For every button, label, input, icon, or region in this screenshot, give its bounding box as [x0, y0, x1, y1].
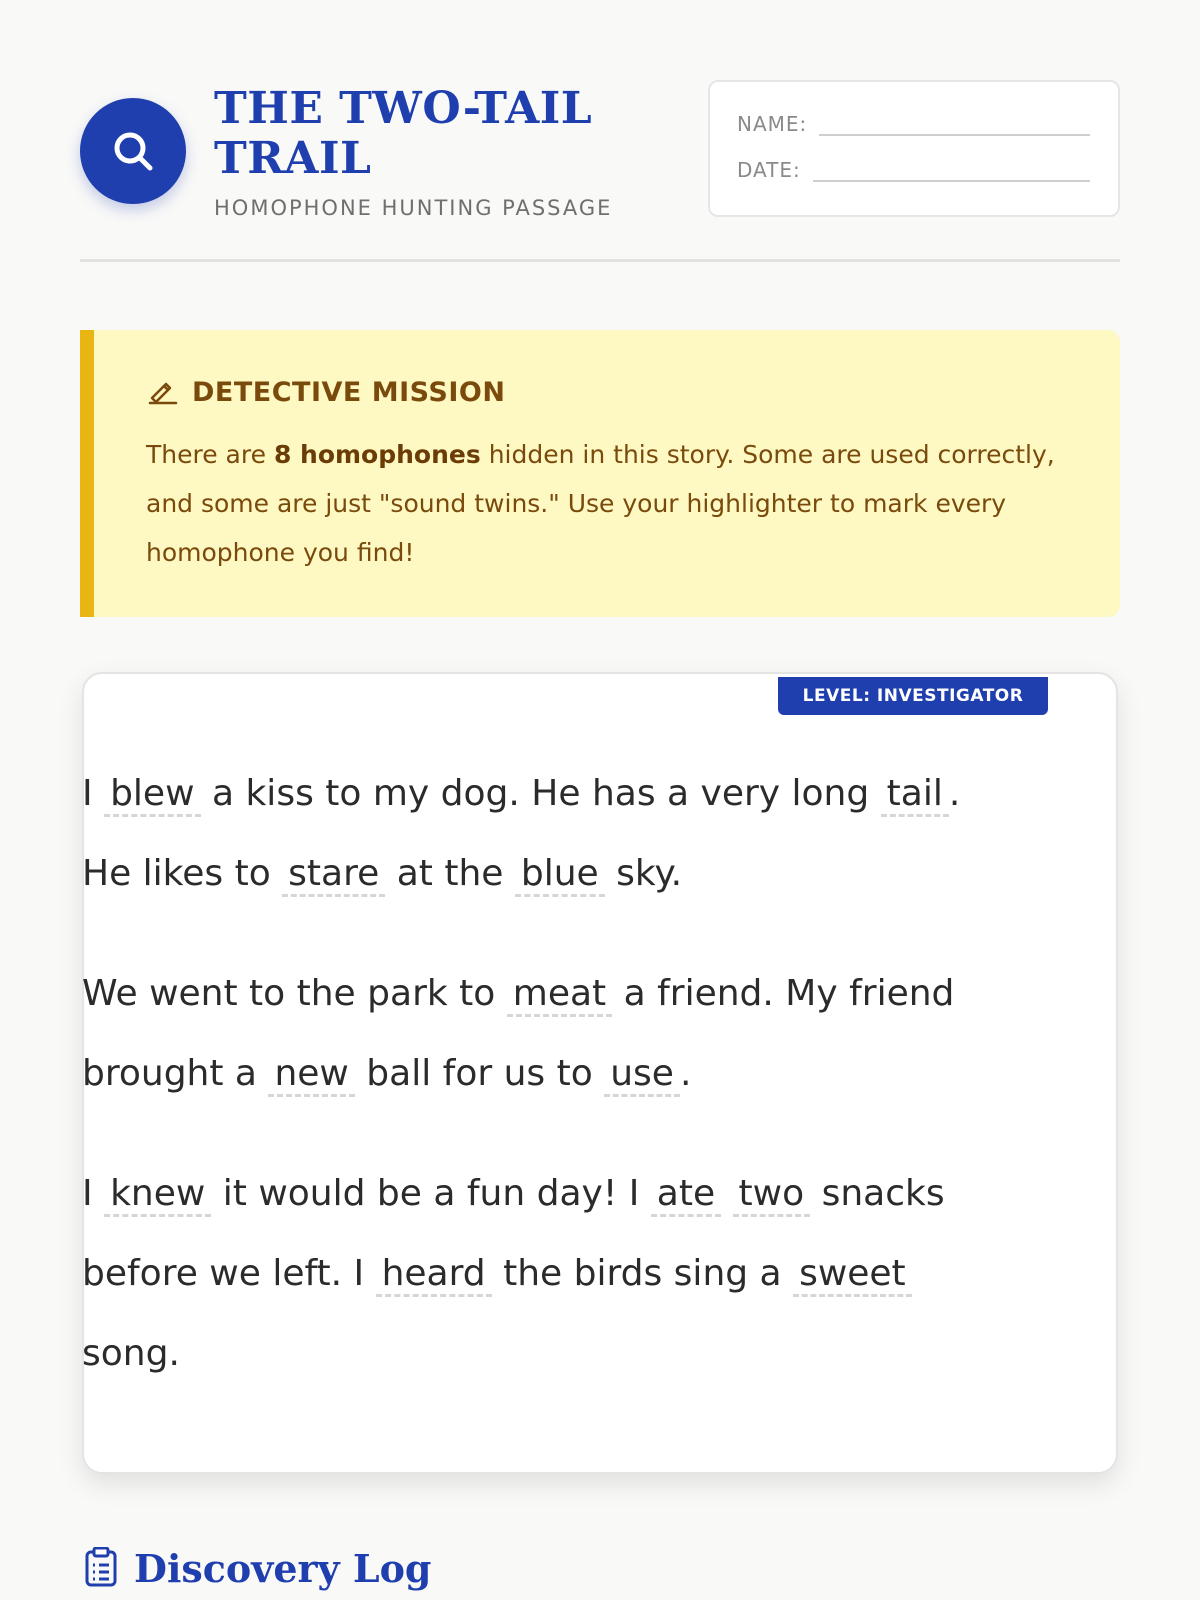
story-text: song. — [82, 1333, 180, 1374]
homophone-word[interactable]: ate — [651, 1174, 721, 1217]
homophone-word[interactable]: stare — [282, 854, 385, 897]
mission-count: 8 homophones — [273, 440, 481, 469]
story-text: . — [679, 1053, 692, 1094]
story-paragraph-1 — [82, 754, 962, 914]
mission-title: DETECTIVE MISSION — [192, 376, 506, 408]
title-block — [214, 80, 654, 220]
story-text: I — [82, 1173, 105, 1214]
homophone-word[interactable]: use — [604, 1054, 680, 1097]
story-text: sky. — [604, 853, 683, 894]
homophone-word[interactable]: heard — [376, 1254, 492, 1297]
homophone-word[interactable]: blue — [515, 854, 605, 897]
story-text: at the — [385, 853, 515, 894]
story-text: a kiss to my dog. He has a very long — [200, 773, 881, 814]
mission-text-end: hidden in this story. Some are used correctly, and some are just "sound twins." Use your highlighter to mark every homophone you find! — [146, 440, 1055, 567]
story-text: I — [82, 773, 105, 814]
story-paragraph-2 — [82, 954, 962, 1114]
story-text: We went to the park to — [82, 973, 507, 1014]
story-text — [721, 1173, 732, 1214]
date-field[interactable] — [813, 156, 1090, 182]
worksheet-header — [80, 80, 1120, 262]
name-label: NAME: — [737, 112, 808, 136]
mission-header — [146, 374, 505, 410]
page-title: THE TWO-TAIL TRAIL — [214, 83, 593, 184]
story-text: ball for us to — [354, 1053, 605, 1094]
mission-text — [146, 430, 1056, 577]
date-label: DATE: — [737, 158, 801, 182]
pencil-icon — [146, 374, 178, 410]
discovery-log-header — [84, 1546, 432, 1591]
name-row — [737, 110, 1090, 136]
date-row — [737, 156, 1090, 182]
level-badge: LEVEL: INVESTIGATOR — [778, 677, 1048, 715]
story-text: it would be a fun day! I — [211, 1173, 651, 1214]
story-text: snacks before we left. I — [82, 1173, 945, 1294]
homophone-word[interactable]: new — [268, 1054, 354, 1097]
story-text: . He likes to — [82, 773, 961, 894]
homophone-word[interactable]: tail — [881, 774, 949, 817]
mission-text-start: There are — [146, 440, 274, 469]
story-paragraph-3 — [82, 1154, 962, 1394]
page-subtitle: HOMOPHONE HUNTING PASSAGE — [214, 196, 613, 220]
story-text: the birds sing a — [491, 1253, 794, 1294]
homophone-word[interactable]: knew — [104, 1174, 211, 1217]
discovery-log-title: Discovery Log — [134, 1546, 432, 1591]
name-field[interactable] — [819, 110, 1090, 136]
student-info-box — [708, 80, 1120, 217]
homophone-word[interactable]: two — [733, 1174, 811, 1217]
story-text: a friend. My friend brought a — [82, 973, 955, 1094]
mission-box — [80, 330, 1120, 617]
homophone-word[interactable]: meat — [507, 974, 612, 1017]
search-icon — [80, 98, 186, 204]
homophone-word[interactable]: blew — [104, 774, 200, 817]
homophone-word[interactable]: sweet — [793, 1254, 912, 1297]
clipboard-icon — [84, 1547, 118, 1591]
